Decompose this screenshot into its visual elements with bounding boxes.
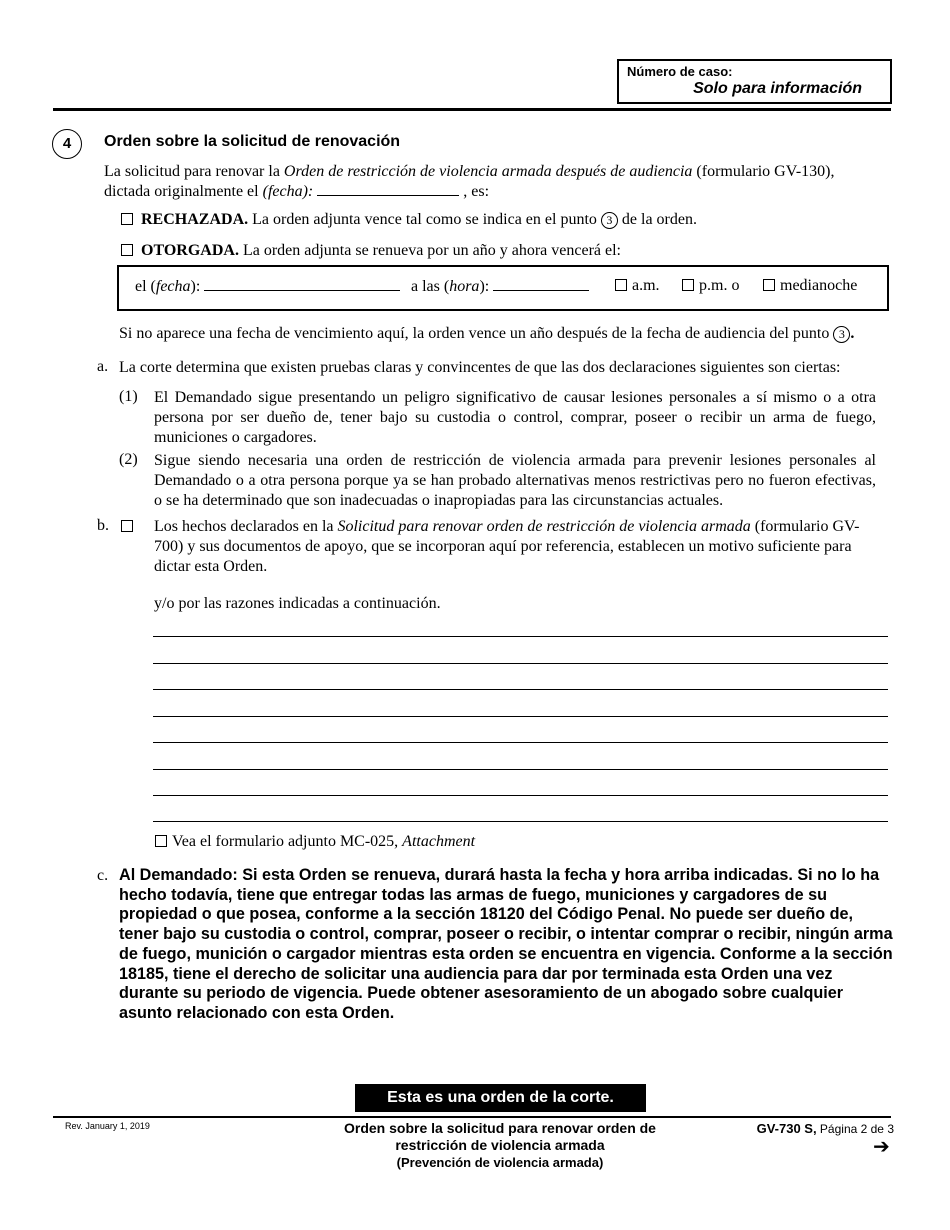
- reason-line[interactable]: [153, 821, 888, 822]
- no-date-note: Si no aparece una fecha de vencimiento aquí, la orden vence un año después de la fecha de audiencia del punto 3 .: [119, 325, 855, 342]
- item-a-text: La corte determina que existen pruebas claras y convincentes de que las dos declaraciones siguientes son ciertas:: [119, 359, 841, 376]
- attachment-checkbox[interactable]: [155, 835, 167, 847]
- case-number-label: Número de caso:: [627, 64, 733, 79]
- pm-checkbox[interactable]: [682, 279, 694, 291]
- item-b-reasons: y/o por las razones indicadas a continuación.: [154, 595, 441, 612]
- original-date-blank[interactable]: [317, 182, 459, 196]
- item-a1-label: (1): [119, 388, 138, 405]
- intro-paragraph: La solicitud para renovar la Orden de restricción de violencia armada después de audiencia (formulario GV-130), dictada originalmente el (fecha): , es:: [104, 163, 835, 200]
- item-b-text: Los hechos declarados en la Solicitud para renovar orden de restricción de violencia armada (formulario GV-700) y sus documentos de apoyo, que se incorporan aquí por referencia, establecen un motivo suficiente para dictar esta Orden.: [154, 518, 860, 575]
- item-a2-label: (2): [119, 451, 138, 468]
- case-number-value: Solo para información: [693, 80, 862, 97]
- reason-line[interactable]: [153, 636, 888, 637]
- next-page-arrow-icon: ➔: [873, 1136, 890, 1158]
- section-title: Orden sobre la solicitud de renovación: [104, 133, 401, 150]
- item-3-ref-2: 3: [833, 326, 850, 343]
- am-option: a.m.: [615, 277, 660, 295]
- footer-title: Orden sobre la solicitud para renovar orden de restricción de violencia armada (Prevención de violencia armada): [344, 1120, 656, 1170]
- footer-divider: [53, 1116, 891, 1118]
- item-c-label: c.: [97, 867, 109, 884]
- item-3-ref: 3: [601, 212, 618, 229]
- expiration-time-blank[interactable]: [493, 277, 589, 291]
- item-b-checkbox[interactable]: [121, 520, 133, 532]
- revision-date: Rev. January 1, 2019: [65, 1121, 150, 1131]
- granted-checkbox[interactable]: [121, 244, 133, 256]
- reason-line[interactable]: [153, 663, 888, 664]
- reason-line[interactable]: [153, 795, 888, 796]
- am-checkbox[interactable]: [615, 279, 627, 291]
- midnight-checkbox[interactable]: [763, 279, 775, 291]
- rejected-checkbox[interactable]: [121, 213, 133, 225]
- midnight-option: medianoche: [763, 277, 857, 295]
- rejected-option: RECHAZADA. La orden adjunta vence tal como se indica en el punto 3 de la orden.: [121, 210, 697, 230]
- attachment-option: Vea el formulario adjunto MC-025, Attachment: [155, 832, 475, 852]
- page-number: GV-730 S, Página 2 de 3: [756, 1121, 894, 1136]
- reason-line[interactable]: [153, 716, 888, 717]
- item-b-label: b.: [97, 517, 109, 534]
- item-a2-text: Sigue siendo necesaria una orden de restricción de violencia armada para prevenir lesiones personales al Demandado o a otra persona porque ya se han probado alternativas menos restrictivas pero no fueron efectivas, o se ha determinado que son inadecuadas o inapropiadas para las circunstancias actuales.: [154, 452, 876, 509]
- expiration-date-box: [117, 265, 889, 311]
- reason-line[interactable]: [153, 689, 888, 690]
- granted-option: OTORGADA. La orden adjunta se renueva por un año y ahora vencerá el:: [121, 241, 621, 261]
- expiration-date-blank[interactable]: [204, 277, 400, 291]
- court-order-banner: Esta es una orden de la corte.: [355, 1084, 646, 1112]
- reason-line[interactable]: [153, 769, 888, 770]
- item-a-label: a.: [97, 358, 109, 375]
- item-a1-text: El Demandado sigue presentando un peligro significativo de causar lesiones personales a sí mismo o a otra persona por ser dueño de, tener bajo su custodia o control, comprar, poseer o recibir un arma de fuego, municiones o cargadores.: [154, 389, 876, 446]
- reason-line[interactable]: [153, 742, 888, 743]
- section-number: 4: [52, 129, 82, 159]
- expiration-time-field: a las (hora):: [411, 277, 589, 296]
- expiration-date-field: el (fecha):: [135, 277, 400, 296]
- pm-option: p.m. o: [682, 277, 739, 295]
- header-divider: [53, 108, 891, 111]
- case-number-box: [617, 59, 892, 104]
- item-c-text: Al Demandado: Si esta Orden se renueva, durará hasta la fecha y hora arriba indicadas. Si no lo ha hecho todavía, tiene que entregar todas las armas de fuego, municiones y cargadores de su propiedad o que posea, conforme a la sección 18120 del Código Penal. No puede ser dueño de, tener bajo su custodia o control, comprar, poseer o recibir, o intentar comprar o recibir, ningún arma de fuego, munición o cargador mientras esta orden se encuentra en vigencia. Conforme a la sección 18185, tiene el derecho de solicitar una audiencia para dar por terminada esta Orden una vez durante su periodo de vigencia. Puede obtener asesoramiento de un abogado sobre cualquier asunto relacionado con esta Orden.: [119, 866, 893, 1022]
